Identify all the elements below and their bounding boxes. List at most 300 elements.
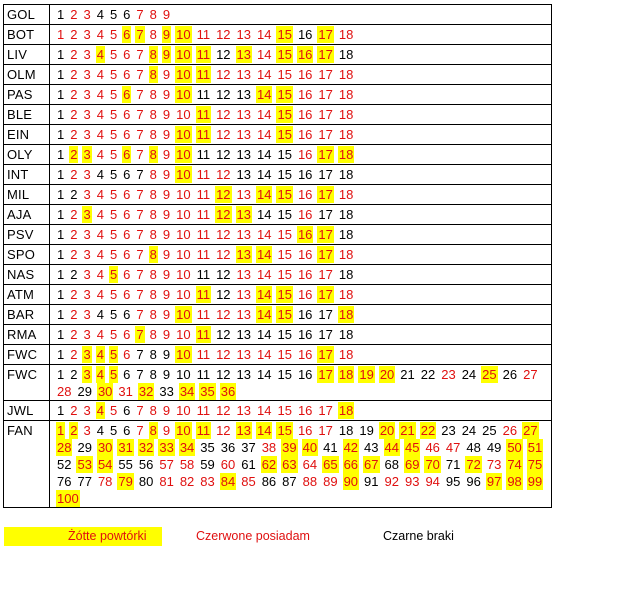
sticker-number: 18 <box>338 187 354 202</box>
sticker-numbers <box>50 325 552 345</box>
team-code: OLM <box>4 65 50 85</box>
sticker-number: 3 <box>83 267 91 282</box>
sticker-numbers <box>50 365 552 401</box>
sticker-number: 2 <box>70 347 78 362</box>
sticker-number: 9 <box>162 27 171 42</box>
sticker-number: 13 <box>236 67 252 82</box>
sticker-number: 4 <box>96 367 104 382</box>
sticker-number: 63 <box>282 457 297 472</box>
sticker-number: 47 <box>445 440 461 455</box>
sticker-number: 5 <box>109 207 118 222</box>
sticker-number: 5 <box>109 27 118 42</box>
sticker-number: 35 <box>200 440 215 455</box>
sticker-number: 95 <box>445 474 461 489</box>
sticker-number: 12 <box>216 403 231 418</box>
checklist-row <box>4 65 552 85</box>
sticker-number: 23 <box>441 423 456 438</box>
sticker-number: 13 <box>236 27 252 42</box>
team-code: FWC <box>4 345 50 365</box>
sticker-numbers <box>50 245 552 265</box>
sticker-number: 29 <box>77 440 92 455</box>
sticker-number: 10 <box>176 207 191 222</box>
sticker-number: 9 <box>162 287 171 302</box>
sticker-number: 40 <box>302 440 318 455</box>
sticker-number: 15 <box>277 107 292 122</box>
sticker-number: 10 <box>176 227 191 242</box>
sticker-number: 18 <box>338 287 354 302</box>
sticker-number: 88 <box>302 474 318 489</box>
sticker-number: 2 <box>70 107 78 122</box>
sticker-number: 59 <box>200 457 215 472</box>
sticker-numbers <box>50 5 552 25</box>
sticker-number: 17 <box>318 327 333 342</box>
sticker-numbers <box>50 65 552 85</box>
sticker-number: 17 <box>318 347 333 362</box>
sticker-number: 2 <box>70 27 78 42</box>
team-code: LIV <box>4 45 50 65</box>
sticker-number: 9 <box>162 307 171 322</box>
sticker-number: 13 <box>236 247 252 262</box>
sticker-number: 8 <box>149 423 157 438</box>
sticker-number: 7 <box>136 167 144 182</box>
sticker-number: 5 <box>109 347 118 362</box>
sticker-number: 26 <box>502 367 518 382</box>
team-code: MIL <box>4 185 50 205</box>
sticker-number: 6 <box>123 367 131 382</box>
sticker-number: 6 <box>123 167 131 182</box>
sticker-number: 67 <box>364 457 379 472</box>
team-code: FAN <box>4 421 50 508</box>
sticker-number: 17 <box>318 127 333 142</box>
sticker-number: 9 <box>162 147 171 162</box>
sticker-number: 8 <box>149 127 157 142</box>
sticker-number: 1 <box>57 207 65 222</box>
sticker-number: 13 <box>236 207 252 222</box>
sticker-number: 85 <box>241 474 256 489</box>
sticker-number: 80 <box>138 474 154 489</box>
sticker-number: 14 <box>257 147 272 162</box>
sticker-number: 8 <box>149 7 157 22</box>
checklist-row <box>4 25 552 45</box>
sticker-number: 78 <box>97 474 113 489</box>
sticker-number: 9 <box>162 403 171 418</box>
sticker-number: 24 <box>461 423 477 438</box>
sticker-number: 15 <box>277 327 292 342</box>
sticker-numbers <box>50 305 552 325</box>
sticker-number: 16 <box>297 67 313 82</box>
sticker-number: 2 <box>70 67 78 82</box>
sticker-number: 6 <box>123 27 131 42</box>
team-code: RMA <box>4 325 50 345</box>
sticker-number: 27 <box>523 423 538 438</box>
sticker-numbers <box>50 205 552 225</box>
sticker-number: 3 <box>83 127 91 142</box>
sticker-number: 5 <box>109 107 118 122</box>
sticker-number: 8 <box>149 147 157 162</box>
sticker-number: 12 <box>216 327 231 342</box>
sticker-number: 11 <box>196 207 211 222</box>
sticker-number: 17 <box>318 367 333 382</box>
sticker-number: 17 <box>318 47 333 62</box>
sticker-number: 49 <box>486 440 502 455</box>
sticker-number: 5 <box>109 367 118 382</box>
sticker-number: 9 <box>162 67 171 82</box>
sticker-number: 1 <box>57 247 65 262</box>
sticker-number: 28 <box>57 440 72 455</box>
sticker-number: 7 <box>136 367 144 382</box>
checklist-row <box>4 165 552 185</box>
sticker-number: 13 <box>236 187 252 202</box>
sticker-number: 76 <box>57 474 72 489</box>
sticker-number: 4 <box>96 127 104 142</box>
sticker-number: 8 <box>149 347 157 362</box>
sticker-number: 18 <box>338 247 354 262</box>
sticker-number: 11 <box>196 87 211 102</box>
sticker-number: 10 <box>176 127 191 142</box>
sticker-number: 15 <box>277 367 292 382</box>
sticker-number: 45 <box>404 440 420 455</box>
sticker-number: 21 <box>400 423 415 438</box>
sticker-number: 5 <box>109 7 118 22</box>
sticker-numbers <box>50 265 552 285</box>
sticker-number: 7 <box>136 47 144 62</box>
sticker-number: 6 <box>123 67 131 82</box>
sticker-number: 27 <box>523 367 538 382</box>
team-code: PAS <box>4 85 50 105</box>
sticker-number: 13 <box>236 327 252 342</box>
sticker-number: 18 <box>338 27 354 42</box>
sticker-number: 16 <box>297 307 313 322</box>
team-code: ATM <box>4 285 50 305</box>
sticker-number: 18 <box>338 47 354 62</box>
sticker-number: 3 <box>83 247 91 262</box>
sticker-number: 51 <box>527 440 543 455</box>
sticker-number: 71 <box>445 457 461 472</box>
sticker-number: 4 <box>96 167 104 182</box>
sticker-number: 9 <box>162 167 171 182</box>
sticker-number: 16 <box>297 347 313 362</box>
sticker-number: 5 <box>109 127 118 142</box>
sticker-number: 42 <box>343 440 359 455</box>
sticker-number: 14 <box>257 307 272 322</box>
team-code: INT <box>4 165 50 185</box>
sticker-number: 8 <box>149 167 157 182</box>
sticker-number: 84 <box>220 474 236 489</box>
sticker-number: 31 <box>118 384 133 399</box>
sticker-number: 5 <box>109 423 118 438</box>
sticker-number: 18 <box>338 107 354 122</box>
sticker-numbers <box>50 45 552 65</box>
checklist-row <box>4 421 552 508</box>
sticker-number: 9 <box>162 247 171 262</box>
sticker-number: 69 <box>404 457 420 472</box>
sticker-number: 18 <box>338 367 354 382</box>
sticker-number: 12 <box>216 147 231 162</box>
team-code: BAR <box>4 305 50 325</box>
checklist-row <box>4 45 552 65</box>
sticker-number: 20 <box>379 367 395 382</box>
sticker-number: 4 <box>96 287 104 302</box>
sticker-number: 3 <box>83 227 91 242</box>
sticker-checklist-table <box>3 4 552 508</box>
sticker-number: 16 <box>297 27 313 42</box>
sticker-number: 7 <box>136 67 144 82</box>
sticker-number: 14 <box>257 187 272 202</box>
sticker-number: 98 <box>507 474 522 489</box>
team-code: FWC <box>4 365 50 401</box>
sticker-number: 55 <box>118 457 133 472</box>
sticker-number: 13 <box>236 167 252 182</box>
sticker-number: 5 <box>109 307 118 322</box>
checklist-row <box>4 265 552 285</box>
sticker-number: 81 <box>159 474 174 489</box>
team-code: BOT <box>4 25 50 45</box>
sticker-number: 14 <box>257 267 272 282</box>
sticker-number: 58 <box>179 457 195 472</box>
sticker-number: 8 <box>149 307 157 322</box>
checklist-row <box>4 205 552 225</box>
sticker-number: 3 <box>83 47 91 62</box>
sticker-number: 18 <box>338 347 354 362</box>
sticker-number: 17 <box>318 403 333 418</box>
sticker-number: 4 <box>96 327 104 342</box>
sticker-number: 17 <box>318 167 333 182</box>
sticker-number: 5 <box>109 167 118 182</box>
team-code: PSV <box>4 225 50 245</box>
sticker-number: 2 <box>70 267 78 282</box>
sticker-number: 7 <box>136 107 144 122</box>
sticker-numbers <box>50 125 552 145</box>
sticker-number: 15 <box>277 347 292 362</box>
sticker-number: 8 <box>149 67 157 82</box>
sticker-number: 18 <box>338 403 354 418</box>
sticker-number: 10 <box>176 27 191 42</box>
sticker-number: 9 <box>162 87 171 102</box>
sticker-number: 18 <box>338 307 354 322</box>
sticker-number: 36 <box>220 384 236 399</box>
sticker-number: 10 <box>176 167 191 182</box>
sticker-number: 14 <box>257 207 272 222</box>
sticker-number: 14 <box>257 87 272 102</box>
sticker-number: 26 <box>502 423 518 438</box>
sticker-numbers <box>50 225 552 245</box>
sticker-number: 19 <box>359 423 374 438</box>
sticker-number: 90 <box>343 474 359 489</box>
sticker-number: 1 <box>57 167 65 182</box>
sticker-number: 3 <box>83 423 91 438</box>
sticker-number: 14 <box>257 423 272 438</box>
sticker-number: 32 <box>138 384 154 399</box>
sticker-number: 6 <box>123 307 131 322</box>
sticker-number: 4 <box>96 107 104 122</box>
sticker-number: 96 <box>466 474 481 489</box>
checklist-row <box>4 5 552 25</box>
sticker-number: 6 <box>123 207 131 222</box>
sticker-number: 18 <box>338 147 354 162</box>
sticker-number: 1 <box>57 347 65 362</box>
sticker-number: 20 <box>379 423 395 438</box>
sticker-number: 14 <box>257 403 272 418</box>
sticker-number: 15 <box>277 147 292 162</box>
sticker-number: 7 <box>136 127 144 142</box>
sticker-number: 15 <box>277 47 292 62</box>
sticker-number: 17 <box>318 307 333 322</box>
sticker-number: 10 <box>176 307 191 322</box>
sticker-number: 21 <box>400 367 415 382</box>
sticker-number: 10 <box>176 87 191 102</box>
sticker-number: 16 <box>297 423 313 438</box>
sticker-number: 16 <box>297 127 313 142</box>
sticker-number: 5 <box>109 87 118 102</box>
sticker-number: 6 <box>123 187 131 202</box>
sticker-number: 10 <box>176 367 191 382</box>
sticker-number: 2 <box>70 307 78 322</box>
sticker-number: 19 <box>359 367 374 382</box>
sticker-number: 83 <box>200 474 215 489</box>
sticker-number: 14 <box>257 227 272 242</box>
sticker-numbers <box>50 165 552 185</box>
sticker-number: 2 <box>70 403 78 418</box>
sticker-number: 36 <box>220 440 236 455</box>
sticker-number: 11 <box>196 247 211 262</box>
sticker-number: 17 <box>318 287 333 302</box>
sticker-number: 60 <box>220 457 236 472</box>
sticker-number: 2 <box>70 47 78 62</box>
checklist-body <box>4 5 552 508</box>
sticker-number: 1 <box>57 367 65 382</box>
sticker-number: 3 <box>83 107 91 122</box>
sticker-number: 6 <box>123 287 131 302</box>
sticker-number: 1 <box>57 187 65 202</box>
sticker-number: 10 <box>176 67 191 82</box>
sticker-number: 13 <box>236 267 252 282</box>
sticker-number: 16 <box>297 167 313 182</box>
sticker-number: 11 <box>196 27 211 42</box>
legend <box>0 527 617 547</box>
sticker-number: 16 <box>297 327 313 342</box>
sticker-number: 12 <box>216 423 231 438</box>
sticker-number: 48 <box>466 440 481 455</box>
sticker-number: 65 <box>323 457 338 472</box>
sticker-number: 11 <box>196 107 211 122</box>
legend-red-label: Czerwone posiadam <box>196 529 310 543</box>
sticker-number: 4 <box>96 307 104 322</box>
sticker-number: 1 <box>57 47 65 62</box>
sticker-number: 7 <box>136 327 144 342</box>
checklist-row <box>4 145 552 165</box>
sticker-number: 16 <box>297 47 313 62</box>
sticker-number: 44 <box>384 440 399 455</box>
sticker-number: 6 <box>123 347 131 362</box>
sticker-number: 13 <box>236 47 252 62</box>
sticker-numbers <box>50 285 552 305</box>
sticker-number: 8 <box>149 287 157 302</box>
sticker-number: 1 <box>57 327 65 342</box>
sticker-number: 10 <box>176 267 191 282</box>
sticker-number: 31 <box>118 440 133 455</box>
sticker-number: 93 <box>404 474 420 489</box>
sticker-number: 13 <box>236 287 252 302</box>
sticker-number: 11 <box>196 267 211 282</box>
checklist-row <box>4 105 552 125</box>
sticker-number: 2 <box>70 287 78 302</box>
sticker-number: 10 <box>176 47 191 62</box>
sticker-number: 12 <box>216 227 231 242</box>
sticker-number: 16 <box>297 403 313 418</box>
sticker-number: 15 <box>277 227 292 242</box>
sticker-numbers <box>50 85 552 105</box>
sticker-number: 7 <box>136 307 144 322</box>
sticker-number: 5 <box>109 327 118 342</box>
sticker-number: 10 <box>176 287 191 302</box>
sticker-number: 13 <box>236 347 252 362</box>
sticker-number: 17 <box>318 423 333 438</box>
sticker-number: 2 <box>70 327 78 342</box>
sticker-number: 5 <box>109 247 118 262</box>
sticker-number: 14 <box>257 107 272 122</box>
sticker-number: 1 <box>57 267 65 282</box>
sticker-number: 14 <box>257 287 272 302</box>
sticker-number: 5 <box>109 227 118 242</box>
sticker-number: 10 <box>176 327 191 342</box>
sticker-number: 15 <box>277 307 292 322</box>
sticker-number: 97 <box>486 474 502 489</box>
sticker-number: 13 <box>236 307 252 322</box>
sticker-number: 1 <box>57 7 65 22</box>
sticker-number: 43 <box>364 440 379 455</box>
sticker-number: 3 <box>83 307 91 322</box>
sticker-number: 1 <box>57 67 65 82</box>
sticker-number: 15 <box>277 27 292 42</box>
sticker-number: 18 <box>338 227 354 242</box>
sticker-number: 7 <box>136 403 144 418</box>
sticker-number: 11 <box>196 127 211 142</box>
sticker-numbers <box>50 105 552 125</box>
sticker-number: 11 <box>196 403 211 418</box>
sticker-number: 11 <box>196 227 211 242</box>
sticker-number: 3 <box>83 287 91 302</box>
sticker-number: 16 <box>297 247 313 262</box>
sticker-number: 37 <box>241 440 256 455</box>
sticker-number: 4 <box>96 247 104 262</box>
sticker-number: 64 <box>302 457 318 472</box>
checklist-row <box>4 245 552 265</box>
sticker-number: 4 <box>96 147 104 162</box>
sticker-number: 3 <box>83 87 91 102</box>
sticker-number: 14 <box>257 47 272 62</box>
sticker-number: 7 <box>136 187 144 202</box>
sticker-number: 41 <box>323 440 338 455</box>
sticker-number: 77 <box>77 474 92 489</box>
sticker-number: 8 <box>149 247 157 262</box>
sticker-number: 25 <box>482 367 497 382</box>
sticker-number: 86 <box>261 474 277 489</box>
checklist-row <box>4 401 552 421</box>
sticker-number: 13 <box>236 127 252 142</box>
sticker-number: 3 <box>83 7 91 22</box>
sticker-number: 12 <box>216 187 231 202</box>
sticker-number: 17 <box>318 267 333 282</box>
sticker-number: 8 <box>149 227 157 242</box>
sticker-number: 14 <box>257 67 272 82</box>
sticker-number: 66 <box>343 457 359 472</box>
sticker-number: 4 <box>96 403 104 418</box>
sticker-number: 74 <box>507 457 522 472</box>
sticker-number: 7 <box>136 267 144 282</box>
sticker-number: 12 <box>216 267 231 282</box>
checklist-row <box>4 325 552 345</box>
sticker-number: 9 <box>162 207 171 222</box>
